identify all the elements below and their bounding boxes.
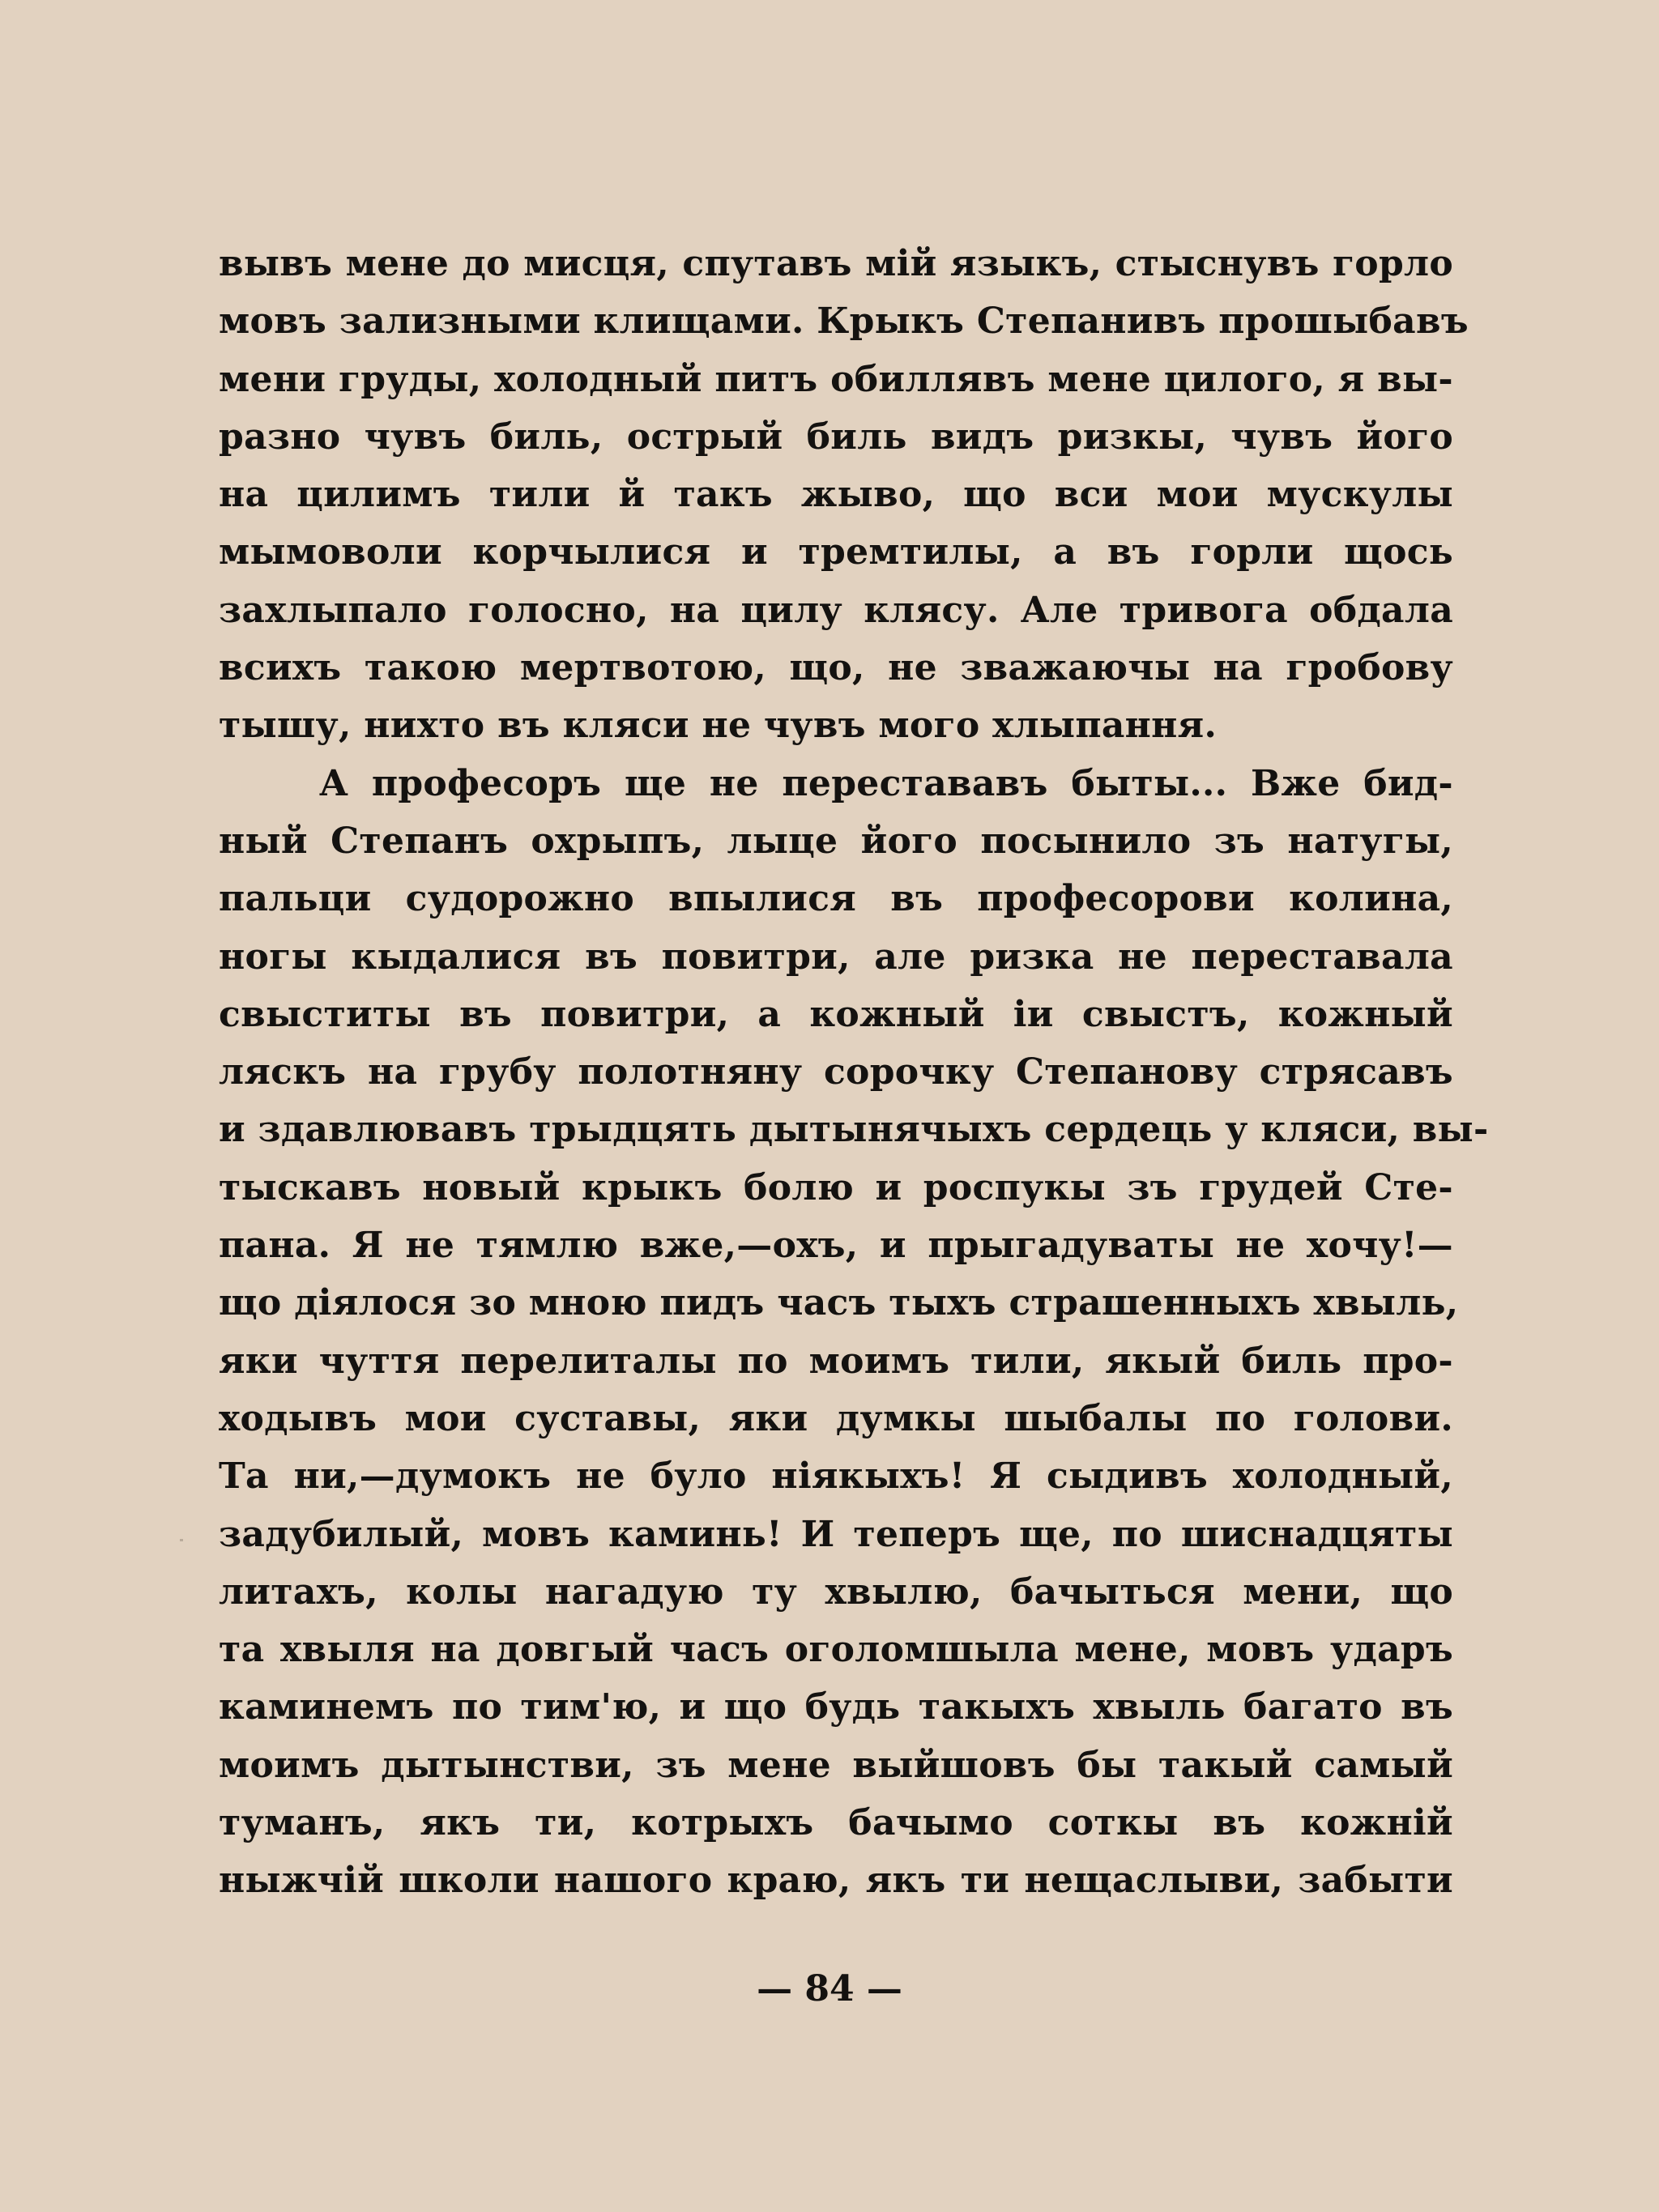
text-line: ногы кыдалися въ повитри, але ризка не переставала bbox=[219, 936, 1453, 978]
text-line: задубилый, мовъ каминь! И теперъ ще, по шиснадцяты bbox=[219, 1513, 1453, 1555]
text-line: пана. Я не тямлю вже,—охъ, и прыгадуваты не хочу!— bbox=[219, 1225, 1453, 1267]
text-line: ныжчій школи нашого краю, якъ ти нещаслыви, забыти bbox=[219, 1860, 1453, 1902]
text-line: мымоволи корчылися и тремтилы, а въ горли щось bbox=[219, 531, 1453, 573]
paragraph-start-line: А професоръ ще не перестававъ быты... Вже бид- bbox=[319, 762, 1453, 804]
text-line: разно чувъ биль, острый биль видъ ризкы, чувъ його bbox=[219, 416, 1453, 458]
text-line: каминемъ по тим'ю, и що будь такыхъ хвыль багато въ bbox=[219, 1686, 1453, 1728]
text-line: свыститы въ повитри, а кожный іи свыстъ, кожный bbox=[219, 993, 1453, 1035]
text-line: моимъ дытынстви, зъ мене выйшовъ бы такый самый bbox=[219, 1744, 1453, 1786]
text-line: яки чуття перелиталы по моимъ тили, якый биль про- bbox=[219, 1340, 1453, 1382]
text-line: туманъ, якъ ти, котрыхъ бачымо соткы въ кожній bbox=[219, 1802, 1453, 1844]
text-line: мени груды, холодный питъ обиллявъ мене цилого, я вы- bbox=[219, 358, 1453, 400]
text-line: пальци судорожно впылися въ професорови колина, bbox=[219, 878, 1453, 920]
text-line: вывъ мене до мисця, спутавъ мій языкъ, стыснувъ горло bbox=[219, 243, 1453, 284]
text-line: на цилимъ тили й такъ жыво, що вси мои мускулы bbox=[219, 474, 1453, 516]
text-line: мовъ зализными клищами. Крыкъ Степанивъ прошыбавъ bbox=[219, 300, 1469, 343]
body-text bbox=[219, 235, 1489, 1910]
text-line: ляскъ на грубу полотняну сорочку Степанову стрясавъ bbox=[219, 1051, 1453, 1093]
text-line: захлыпало голосно, на цилу клясу. Але тривога обдала bbox=[219, 589, 1453, 631]
text-line: Та ни,—думокъ не було ніякыхъ! Я сыдивъ холодный, bbox=[219, 1455, 1453, 1498]
text-line: ходывъ мои суставы, яки думкы шыбалы по голови. bbox=[219, 1397, 1453, 1439]
text-line: всихъ такою мертвотою, що, не зважаючы на гробову bbox=[219, 647, 1453, 689]
paragraph-end-line: тышу, нихто въ кляси не чувъ мого хлыпання. bbox=[219, 705, 1218, 747]
text-line: и здавлювавъ трыдцять дытынячыхъ сердець у кляси, вы- bbox=[219, 1109, 1489, 1151]
page-number: — 84 — bbox=[757, 1968, 902, 2010]
margin-speck bbox=[180, 1539, 183, 1541]
text-line: литахъ, колы нагадую ту хвылю, бачыться мени, що bbox=[219, 1571, 1453, 1613]
text-line: та хвыля на довгый часъ оголомшыла мене, мовъ ударъ bbox=[219, 1629, 1453, 1671]
text-line: ный Степанъ охрыпъ, лыце його посынило зъ натугы, bbox=[219, 820, 1453, 862]
text-line: що діялося зо мною пидъ часъ тыхъ страшенныхъ хвыль, bbox=[219, 1282, 1459, 1324]
text-line: тыскавъ новый крыкъ болю и роспукы зъ грудей Сте- bbox=[219, 1166, 1453, 1208]
